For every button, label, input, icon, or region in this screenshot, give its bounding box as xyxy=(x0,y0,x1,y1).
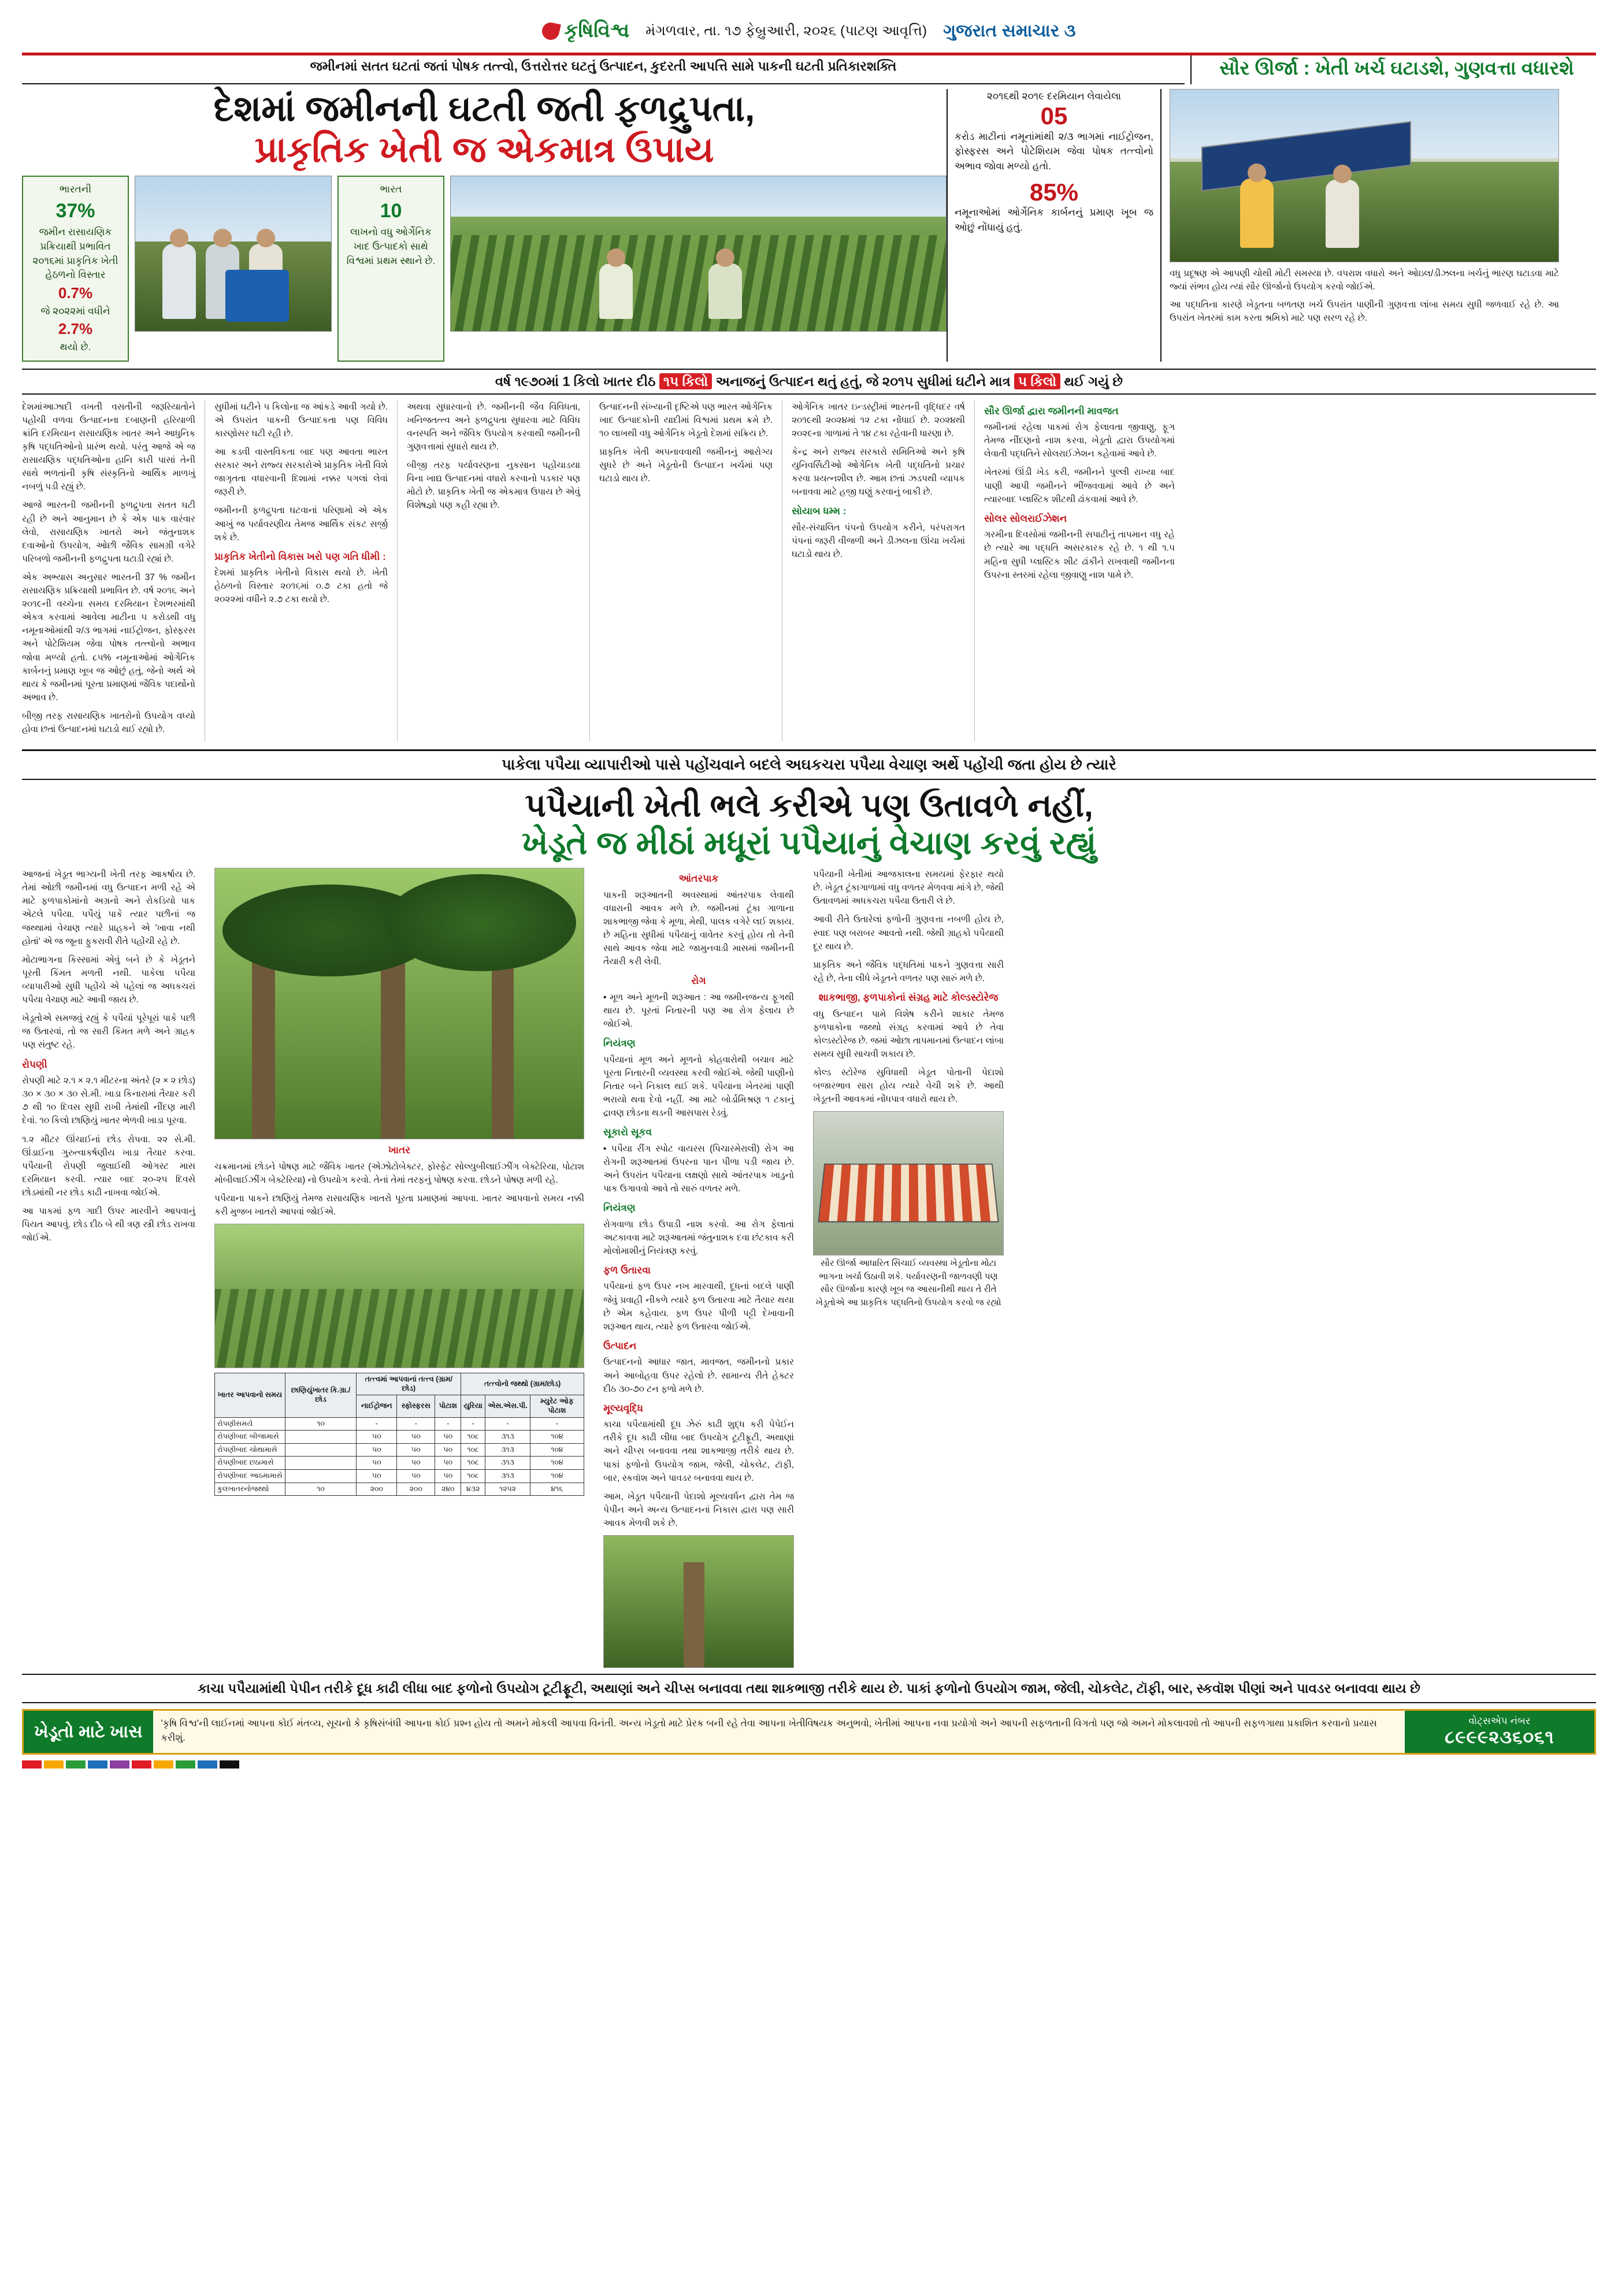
body-col-4 xyxy=(599,400,773,742)
column-divider xyxy=(1190,55,1192,84)
cell-urea: - xyxy=(461,1417,485,1431)
photo-papaya-field xyxy=(214,1224,584,1368)
leaf-icon xyxy=(541,21,562,42)
s2-head-control2: નિયંત્રણ xyxy=(603,1202,636,1214)
s2-c1-p3: ખેડૂતોએ સમજવું રહ્યું કે પપૈયાં પૂરેપૂરાં પાકે પછી જ ઉતારવાં, તો જ સારી કિંમત મળે અને ગ્રાહક પણ સંતુષ્ટ રહે. xyxy=(22,1013,195,1050)
cell-p: ૫૦ xyxy=(397,1431,435,1444)
s2-head-yield: ઉત્પાદન xyxy=(603,1340,637,1351)
solar-column xyxy=(1160,89,1559,362)
c1-p3: એક અભ્યાસ અનુસાર ભારતની 37 % જમીન રાસાયણિક પ્રક્રિયાથી પ્રભાવિત છે. વર્ષ ૨૦૧૬ અને ૨૦૧૯ની વચ્ચેના સમય દરમિયાન દેશભરમાંથી એકત્ર કરવામાં આવેલા માટીના ૫ કરોડથી વધુ નમૂનાઓમાંથી ૨/૩ ભાગમાં નાઈટ્રોજન, ફોસ્ફરસ અને પોટેશિયમ જેવા પોષક તત્ત્વોનો અભાવ જોવા મળ્યો હતો. ૮૫% નમૂનાઓમાં ઓર્ગેનિક કાર્બનનું પ્રમાણ ખૂબ જ ઓછું હતું, જેનો અર્થ એ થાય કે જમીનમાં પૂરતા પ્રમાણમાં જૈવિક પદાર્થોનો અભાવ છે. xyxy=(22,572,195,703)
s2-c1b-p3: આ પાકમાં ફળ ગાદી ઉપર મારવીને આપવાનું પિયત આપવું. છોડ દીઠ બે થી ત્રણ સ્ત્રી છોડ રાખવા જોઈએ. xyxy=(22,1206,195,1243)
s2-c4-mid-p1: વધુ ઉત્પાદન પામે વિશેષ કરીને શાકાર તેમજ ફળપાકોના જથ્થો સંગ્રહ કરવામાં આવે છે તેવા કોલ્ડસ્ટોરેજ છે. જમાં ઓછા તાપમાનમાં ઉત્પાદન લાંબા સમય સુધી સાચવી શકાય છે. xyxy=(813,1009,1004,1059)
c3-p2: બીજી તરફ પર્યાવરણના નુકસાન પહોંચાડયા વિના ખાદ્ય ઉત્પાદનમાં વધારો કરવાનો પડકાર પણ મોટો છે. પ્રાકૃતિક ખેતી જ એકમાત્ર ઉપાય છે એવું વિશેષજ્ઞો પણ કહી રહ્યા છે. xyxy=(407,460,580,511)
cell-manure xyxy=(285,1443,356,1457)
cell-p: ૫૦ xyxy=(397,1470,435,1483)
cell-mop: ૧૦૪ xyxy=(530,1457,584,1470)
s2-c4-p1: પપૈયાની ખેતીમાં આજકાલના સમયમાં ફેરફાર થયો છે. ખેડૂત ટૂંકાગાળામાં વધુ વળતર મેળવવા માંગે છે, જેથી ઉતાવળમાં અધકચરા પપૈયા ઉતારી લે છે. xyxy=(813,870,1004,906)
publication-logo xyxy=(542,20,629,42)
stat-left-line3: ૨૦૧૬માં પ્રાકૃતિક ખેતી હેઠળનો વિસ્તાર xyxy=(32,255,118,281)
c4-p2: પ્રાકૃતિક ખેતી અપનાવવાથી જમીનનું આરોગ્ય સુધરે છે અને ખેડૂતોની ઉત્પાદન ખર્ચમાં પણ ઘટાડો થાય છે. xyxy=(599,447,773,484)
c5-p1: ઓર્ગેનિક ખાતર ઇન્ડસ્ટ્રીમાં ભારતની વૃદ્ધિદર વર્ષ ૨૦૧૯થી ૨૦૨૪માં ૧૨ ટકા નોંધાઈ છે. ૨૦૨૪થી ૨૦૨૯ના ગાળામાં તે ૧૪ ટકા રહેવાની ધારણા છે. xyxy=(792,402,965,439)
footer-box xyxy=(22,1709,1596,1755)
solar-para-1: વધુ પ્રદૂષણ એ આપણી ચોથી મોટી સમસ્યા છે. વપરાશ વધારો અને ઓઇલ/ડીઝલના ખર્ચનું ભારણ ઘટાડવા માટે જ્યાં સંભવ હોય ત્યાં સૌર ઊર્જાનો ઉપયોગ કરવો જોઈએ. xyxy=(1170,268,1559,292)
stat-label-2: નમૂનાઓમાં ઓર્ગેનિક કાર્બનનું પ્રમાણ ખૂબ જ ઓછું નોંધાયું હતું. xyxy=(955,207,1153,233)
body-col-2 xyxy=(214,400,388,742)
stat-left-line1: ભારતની xyxy=(59,184,92,195)
cell-k: ૫૦ xyxy=(435,1431,461,1444)
s2-p-control2: રોગવાળા છોડ ઉપાડી નાશ કરવો. આ રોગ ફેલાતાં અટકાવવા માટે શરૂઆતમાં જંતુનાશક દવા છંટકાવ કરી મોલોમાશીનું નિયંત્રણ કરવું. xyxy=(603,1219,794,1256)
logo-text: કૃષિવિશ્વ xyxy=(564,20,630,42)
subkicker-mid: અનાજનું ઉત્પાદન થતું હતું, જે ૨૦૧૫ સુધીમાં ઘટીને માત્ર xyxy=(715,373,1011,389)
cell-manure: ૧૦ xyxy=(285,1483,356,1496)
story1-hero-row xyxy=(22,176,947,361)
th-nutrients: તત્ત્વમાં આપવાનાં તત્ત્વ (ગ્રામ/છોડ) xyxy=(357,1373,461,1395)
stat-box-left xyxy=(22,176,129,361)
section-name: ગુજરાત સમાચાર ૩ xyxy=(943,21,1076,40)
subkicker-hl2: ૫ કિલો xyxy=(1014,373,1060,389)
body-col-1 xyxy=(22,400,195,742)
solar-photo-caption: સૌર ઊર્જા આધારિત સિંચાઈ વ્યવસ્થા ખેડૂતોના મોટા ભાગના ખર્ચા ઉઠાવી શકે. પર્યાવરણની જાળવણી પણ સૌર ઊર્જાના કારણે ખૂબ જ આસાનીથી થાય તે રીતે ખેડૂતોએ આ પ્રાકૃતિક પદ્ધતિનો ઉપયોગ કરવો જ રહ્યો xyxy=(815,1258,1001,1307)
story1-stat-column xyxy=(947,89,1160,362)
solar-sub1-p1: જમીનમાં રહેલા પાકમાં રોગ ફેલાવતા જીવાણુ, ફૂગ તેમજ નીંદણનો નાશ કરવા, ખેડૂતો દ્વારા ઉપયોગમાં લેવાતી પદ્ધતિને સોલરાઈઝેશન કહેવામાં આવે છે. xyxy=(984,422,1175,459)
masthead xyxy=(22,16,1596,49)
story2-col-3 xyxy=(603,868,794,1668)
s2-p-value1: કાચા પપૈયામાંથી દૂધ ઝેરું કાઢી શુદ્ધ કરી પેપેઈન તરીકે દૂધ કાઢી લીધા બાદ ઉપયોગ ટૂટીફ્રૂટી, અથાણાં અને ચીપ્સ બનાવવા તથા શાકભાજી તરીકે થાય છે. પાકાં ફળોનો ઉપયોગ જામ, જેલી, ચોકલેટ, ટૉફી, બાર, સ્કવૉશ અને પાવડર બનાવવા થાય છે. xyxy=(603,1420,794,1483)
s2-head-wilt: સૂકારો સૂકવ xyxy=(603,1127,652,1138)
c2-p3: જમીનની ફળદ્રુપતા ઘટવાનાં પરિણામો એ એક આખું જ પર્યાવરણીય તેમજ આર્થિક સંકટ સર્જી શકે છે. xyxy=(214,506,388,543)
c2-sub-p1: દેશમાં પ્રાકૃતિક ખેતીનો વિકાસ થયો છે. ખેતી હેઠળનો વિસ્તાર ૨૦૧૬માં ૦.૭ ટકા હતો જે ૨૦૨૨માં વધીને ૨.૭ ટકા થયો છે. xyxy=(214,568,388,605)
story1-headline-line1: દેશમાં જમીનની ઘટતી જતી ફળદ્રુપતા, xyxy=(213,88,755,129)
s2-subhead-ropani: રોપણી xyxy=(22,1058,47,1070)
photo-farmers-compost xyxy=(135,176,332,332)
th-ssp: એસ.એસ.પી. xyxy=(485,1395,530,1417)
stat-left-line4: જે ૨૦૨૨માં વધીને xyxy=(40,305,110,317)
c5-sub-p1: સૌર-સંચાલિત પંપનો ઉપયોગ કરીને, પરંપરાગત પંપનાં જરૂરી વીજળી અને ડીઝલના ઊંચા ખર્ચમાં ઘટાડો થાય છે. xyxy=(792,522,965,560)
s2-head-intercrop: આંતરપાક xyxy=(678,873,719,885)
s2-c4-p2: આવી રીતે ઉતારેલાં ફળોની ગુણવત્તા નબળી હોય છે, સ્વાદ પણ બરાબર આવતો નથી. જેથી ગ્રાહકો પપૈયાથી દૂર થાય છે. xyxy=(813,915,1004,952)
stat-right-line3: વધુ ઓર્ગેનિક ખાદ ઉત્પાદકો સાથે વિશ્વમાં પ્રથમ સ્થાને છે. xyxy=(346,226,436,266)
cell-label: કુલખાતરનોજથ્થો xyxy=(215,1483,285,1496)
th-n: નાઈટ્રોજન xyxy=(357,1395,397,1417)
whatsapp-block[interactable] xyxy=(1405,1711,1594,1753)
photo-drying-racks xyxy=(813,1111,1004,1255)
issue-date: મંગળવાર, તા. ૧૭ ફેબ્રુઆરી, ૨૦૨૬ (પાટણ આવૃત્તિ) xyxy=(645,23,927,39)
cell-ssp: ૩૧૩ xyxy=(485,1431,530,1444)
s2-p-harvest: પપૈયાનાં ફળ ઉપર નખ મારવાથી, દૂધનાં બદલે પાણી જેવું પ્રવાહી નીકળે ત્યારે ફળ ઉતારવા માટે તૈયાર થયા છે એમ કહેવાય. ફળ ઉપર પીળી પટ્ટી દેખાવાની શરૂઆત થાય, ત્યારે ફળ ઉતારવા જોઈએ. xyxy=(603,1281,794,1332)
solar-headline: સૌર ઊર્જા : ખેતી ખર્ચ ઘટાડશે, ગુણવત્તા વધારશે xyxy=(1219,57,1574,79)
solar-sub1-head: સૌર ઊર્જા દ્વારા જમીનની માવજત xyxy=(984,405,1119,417)
stat-left-pct-mid: 0.7% xyxy=(58,284,93,302)
footer-tag: ખેડૂતો માટે ખાસ xyxy=(24,1711,153,1753)
cell-n: ૫૦ xyxy=(357,1431,397,1444)
c4-p1: ઉત્પાદનની સંખ્યાની દૃષ્ટિએ પણ ભારત ઓર્ગેનિક ખાદ ઉત્પાદકોની યાદીમાં વિશ્વમાં પ્રથમ ક્રમે છે. ૧૦ લાખથી વધુ ઓર્ગેનિક ખેડૂતો દેશમાં સક્રિય છે. xyxy=(599,402,773,439)
s2-c1-p2: મોટાભાગના કિસ્સામાં એવું બને છે કે ખેડૂતને પૂરતી કિંમત મળતી નથી. પાકેલા પપૈયા વ્યાપારીઓ સુધી પહોંચે એ પહેલાં જ અધકચરાં પપૈયા વેચાણ માટે આવી જાય છે. xyxy=(22,954,195,1005)
subkicker-pre: વર્ષ ૧૯૭૦માં 1 કિલો ખાતર દીઠ xyxy=(495,373,656,389)
c2-p2: આ કડવી વાસ્તવિકતા બાદ પણ આવતા ભારત સરકાર અને રાજ્ય સરકારોએ પ્રાકૃતિક ખેતી વિશે જાગૃતતા વધારવાની દિશામાં નક્કર પગલાં લેવાં જરૂરી છે. xyxy=(214,447,388,497)
subkicker-post: થઈ ગયું છે xyxy=(1064,373,1123,389)
kicker-row xyxy=(22,55,1596,84)
th-k: પોટાશ xyxy=(435,1395,461,1417)
cell-label: રોપણીબાદ બીજામાસે xyxy=(215,1431,285,1444)
stat-right-line1: ભારત xyxy=(380,184,402,195)
story1-main xyxy=(22,89,947,362)
cell-urea: ૧૦૮ xyxy=(461,1443,485,1457)
cell-k: ૨૪૦ xyxy=(435,1483,461,1496)
cell-mop: ૧૦૪ xyxy=(530,1470,584,1483)
cell-ssp: ૩૧૩ xyxy=(485,1443,530,1457)
s2-head-value: મૂલ્યવૃદ્ધિ xyxy=(603,1402,643,1414)
table-row xyxy=(215,1483,584,1496)
story2-headline-line1: પપૈયાની ખેતી ભલે કરીએ પણ ઉતાવળે નહીં, xyxy=(525,787,1093,824)
photo-papaya-tree xyxy=(603,1535,794,1668)
cell-urea: ૧૦૮ xyxy=(461,1457,485,1470)
c2-p1: સુધીમાં ઘટીને ૫ કિલોના જ આંકડે આવી ગયો છે. એ ઉપરાંત પાકની ઉત્પાદકતા પણ વિવિધ કારણોસર ઘટી રહી છે. xyxy=(214,402,388,439)
solar-sub1-p2: ખેતરમાં ઊંડી ખેડ કરી, જમીનને પુલ્લી રાખ્યા બાદ પાણી આપી જમીનને ભીંજવવામાં આવે છે અને ત્યારબાદ પ્લાસ્ટિક શીટથી ઢાંકવામાં આવે છે. xyxy=(984,467,1175,504)
s2-p-control1: પપૈયાનાં મૂળ અને મૂળનો કોહવારોથી બચાવ માટે પૂરતા નિતારની વ્યવસ્થા કરવી જોઈએ. જેથી પાણીનો નિતાર બને નિકાલ થઈ શકે. પપૈયાના ખેતરમાં પાણી ભરાયો થવા દેવો નહીં. આ માટે બોર્ડોમિશ્રણ ૧ ટકાનું દ્રાવણ છોડના થડની આસપાસ રેડવું. xyxy=(603,1054,794,1119)
th-urea: યુરિયા xyxy=(461,1395,485,1417)
stat-value-1: 05 xyxy=(1040,102,1068,130)
subkicker-hl1: ૧૫ કિલો xyxy=(659,373,712,389)
th-time: ખાતર આપવાનો સમય xyxy=(215,1373,285,1418)
cell-manure xyxy=(285,1431,356,1444)
cell-label: રોપણીબાદ ચોથામાસે xyxy=(215,1443,285,1457)
story1-headline-line2: પ્રાકૃતિક ખેતી જ એકમાત્ર ઉપાય xyxy=(254,130,714,170)
story2-col-2 xyxy=(214,868,584,1496)
cell-label: રોપણીબાદ છઠામાસે xyxy=(215,1457,285,1470)
s2-c4-mid-p2: કોલ્ડ સ્ટોરેજ સુવિધાથી ખેડૂત પોતાની પેદાશો બજારભાવ સારા હોય ત્યારે વેચી શકે છે. આથી ખેડૂતની આવકમાં નોંધપાત્ર વધારો થાય છે. xyxy=(813,1067,1004,1105)
cell-p: ૨૦૦ xyxy=(397,1483,435,1496)
photo-green-field xyxy=(450,176,947,332)
cell-n: ૨૦૦ xyxy=(357,1483,397,1496)
table-row xyxy=(215,1470,584,1483)
story2-col-4 xyxy=(813,868,1004,1309)
s2-fert-p1: ચક્રમાનમાં છોડને પોષણ માટે જૈવિક ખાતર (એઝોટોબેક્ટર, ફોસ્ફેટ સોલ્યુબીલાઈઝીંગ બેક્ટેરિયા, પોટાશ મોબીલાઈઝીંગ બેક્ટેરિયા) નો ઉપયોગ કરવો. તેનાં તેમાં તરફનું પોષણ કરવા. છોડને પોષણ મળી રહે. xyxy=(214,1161,584,1185)
cell-urea: ૪૩૨ xyxy=(461,1483,485,1496)
c3-p1: અથવા સુધારવાનો છે. જમીનની જૈવ વિવિધતા, ખનિજતત્ત્વ અને ફળદ્રુપતા સુધારવા માટે વિવિધ વનસ્પતિ અને જૈવિક ઉપયોગ કરવાથી જમીનની ગુણવત્તામાં સુધારો થાય છે. xyxy=(407,402,580,452)
cell-ssp: ૩૧૩ xyxy=(485,1470,530,1483)
s2-p-yield: ઉત્પાદનનો આધાર જાત, માવજત, જમીનનો પ્રકાર અને આબોહવા ઉપર રહેલો છે. સામાન્ય રીતે હેક્ટર દીઠ ૩૦-૭૦ ટન ફળો મળે છે. xyxy=(603,1357,794,1394)
top-section xyxy=(22,89,1596,362)
story1-kicker: જમીનમાં સતત ઘટતાં જતાં પોષક તત્ત્વો, ઉત્તરોત્તર ઘટતું ઉત્પાદન, કુદરતી આપત્તિ સામે પાકની ઘટતી પ્રતિકારશક્તિ xyxy=(22,55,1185,84)
c1-p1: દેશમાંઆઝાદી વખતી વસતીની જરૂરિયાતોને પહોંચી વળવા ઉત્પાદનના દબાણની હરિયાળી ક્રાંતિ દરમિયાન રાસાયણિક ખાતર અને આધુનિક કૃષિ પદ્ધતિઓનો પ્રારંભ થયો. પરંતુ આજે એ જ રાસાયણિક પદ્ધતિઓના હાનિ કારી પાસાં તેની સાથે ભળતાંની કૃષિ સંસ્કૃતિનો આર્થિક માળખું નબળું પડી રહ્યું છે. xyxy=(22,402,195,492)
s2-c1-p1: આજનાં ખેડૂત ભાગ્યની ખેતી તરફ આકર્ષાય છે. તેમાં ઓછી જમીનમાં વધુ ઉત્પાદન મળી રહે એ માટે ફળપાકોમાંનો અગ્રનો અને રોકડિયો પાક એટલે પપૈયા. પપૈયું પાકે ત્યાર પછીનાં જ જથ્થામાં વેચાણ ત્યારે પ્રાહકને એ 'ખાવા નથી હોતાં' એ જ જૂના ફુકરાવી રીતે પહોંચી રહે છે. xyxy=(22,870,195,946)
solar-body-col xyxy=(984,400,1175,742)
registration-colorbar xyxy=(22,1760,1596,1769)
s2-p-disease: • મૂળ અને મૂળની શરૂઆત : આ જમીનજન્ય ફૂગથી થાય છે. પૂરતાં નિતારની પણ આ રોગ ફેલાય છે જોઈએ. xyxy=(603,992,794,1030)
table-row xyxy=(215,1417,584,1431)
s2-fert-head: ખાતર xyxy=(388,1145,411,1156)
cell-p: ૫૦ xyxy=(397,1457,435,1470)
s2-c1b-p2: ૧.૨ મીટર ઊંચાઈનાં છોડ રોપવા. ૨૨ સે.મી. ઊંડાઈના ગુરુત્વાકર્ષણીય ખાડા તૈયાર કરવા. પપૈયાની રોપણી જુલાઈથી ઓગસ્ટ માસ દરમિયાન કરવી. ત્યાર બાદ ૨૦-૨૫ દિવસે છોડમાંથી નર છોડ કાઢી નાખવા જોઈએ. xyxy=(22,1134,195,1198)
cell-label: રોપણીસમયે xyxy=(215,1417,285,1431)
cell-n: ૫૦ xyxy=(357,1470,397,1483)
stat-right-num: 10 xyxy=(380,200,402,222)
cell-k: ૫૦ xyxy=(435,1470,461,1483)
story2-headline-line2: ખેડૂતે જ મીઠાં મધૂરાં પપૈયાનું વેચાણ કરવું રહ્યું xyxy=(521,824,1097,861)
cell-ssp: ૩૧૩ xyxy=(485,1457,530,1470)
cell-urea: ૧૦૮ xyxy=(461,1431,485,1444)
whatsapp-number: ૮૯૯૯૨૩૬૦૬૧ xyxy=(1445,1727,1554,1748)
stat-right-line2: લાખનો xyxy=(350,226,378,238)
s2-p-value2: આમ, ખેડૂત પપૈયાની પેદાશો મૂલ્યવર્ધન દ્વારા તેમ જ પેપીન અને અન્ય ઉત્પાદનનાં નિકાસ દ્વારા પણ સારી આવક મેળવી શકે છે. xyxy=(603,1491,794,1528)
s2-c4-p3: પ્રાકૃતિક અને જૈવિક પદ્ધતિમાં પાકને ગુણવત્તા સારી રહે છે, તેના લીધે ખેડૂતને વળતર પણ સારું મળે છે. xyxy=(813,960,1004,983)
stat-label-1: કરોડ માટીનાં નમૂનાંમાંથી ૨/૩ ભાગમાં નાઈટ્રોજન, ફોસ્ફરસ અને પોટેશિયમ જેવા પોષક તત્ત્વોનો અભાવ જોવા મળ્યો હતો. xyxy=(955,131,1153,172)
cell-n: ૫૦ xyxy=(357,1457,397,1470)
s2-fert-p2: પપૈયાના પાકને છાણિયું તેમજ રાસાયણિક ખાતરો પૂરતા પ્રમાણમાં આપવા. ખાતર આપવાનો સમય નક્કી કરી મુજબ ખાતરો આપવાં જોઈએ. xyxy=(214,1193,584,1217)
table-row xyxy=(215,1457,584,1470)
s2-head-coldstorage: શાકભાજી, ફળપાકોનાં સંગ્રહ માટે કોલ્ડસ્ટોરેજ xyxy=(818,992,999,1004)
solar-sub2-p1: ગરમીના દિવસોમાં જમીનની સપાટીનું તાપમાન વધુ રહે છે ત્યારે આ પદ્ધતિ અસરકારક રહે છે. ૧ થી ૧.૫ મહિના સુધી પ્લાસ્ટિક શીટ ઢાંકીને રાખવાથી જમીનના ઉપરના સ્તરમાં રહેલા જીવાણુ નાશ પામે છે. xyxy=(984,530,1175,580)
c2-subhead: પ્રાકૃતિક ખેતીનો વિકાસ ખરો પણ ગતિ ધીમી : xyxy=(214,551,386,562)
th-manure: છાણિયુંખાતર કિ.ગ્રા./છોડ xyxy=(285,1373,356,1418)
cell-k: - xyxy=(435,1417,461,1431)
photo-papaya-orchard xyxy=(214,868,584,1139)
solar-para-2: આ પદ્ધતિના કારણે ખેડૂતના બળતણ ખર્ચ ઉપરાંત પાણીની ગુણવત્તા લાંબા સમય સુધી જળવાઈ રહે છે. આ ઉપરાંત ખેતરમાં કામ કરતા શ્રમિકો માટે પણ સરળ રહે છે. xyxy=(1170,299,1559,323)
body-col-3 xyxy=(407,400,580,742)
bottom-caption: કાચા પપૈયામાંથી પેપીન તરીકે દૂધ કાઢી લીધા બાદ ફળોનો ઉપયોગ ટૂટીફ્રૂટી, અથાણાં અને ચીપ્સ બનાવવા તથા શાકભાજી તરીકે થાય છે. પાકાં ફળોનો ઉપયોગ જામ, જેલી, ચોકલેટ, ટૉફી, બાર, સ્કવૉશ પીણાં અને પાવડર બનાવવા થાય છે xyxy=(22,1674,1596,1703)
table-row xyxy=(215,1431,584,1444)
cell-label: રોપણીબાદ આઠમામાસે xyxy=(215,1470,285,1483)
story2-col-1 xyxy=(22,868,195,1250)
s2-c1b-p1: રોપણી માટે ૨.૧ × ૨.૧ મીટરના અંતરે (૨ × ૨ છોડ) ૩૦ × ૩૦ × ૩૦ સે.મી. ખાડા કિનારામાં તૈયાર કરી ૭ થી ૧૦ દિવસ સુધી રાખી તેમાંથી નીંદણ મારી દેવાં. ૧૦ કિલો છાણિયું ખાતર ભેળવી ખાડા પૂરવા. xyxy=(22,1076,195,1126)
story1-body xyxy=(22,400,1596,742)
solar-sub2-head: સોલર સોલરાઈઝેશન xyxy=(984,512,1067,524)
s2-p-intercrop: પાકની શરૂઆતની અવસ્થામાં આંતરપાક લેવાથી વધારાની આવક મળે છે. જમીનમાં ટૂંકા ગાળાના શાકભાજી જેવા કે મૂળા, મેથી, પાલક વગેરે લઈ શકાય. છે મહિના સુધીમાં પપૈયાનું વાવેતર કરવું હોય તો તેની સાથે આવક જેવા માટે જામુનવાડી માસમાં જમીનની તૈયારી કરી લેવી. xyxy=(603,890,794,967)
cell-k: ૫૦ xyxy=(435,1457,461,1470)
c1-p4: બીજી તરફ રાસાયણિક ખાતરોનો ઉપયોગ વધ્યો હોવા છતાં ઉત્પાદનમાં ઘટાડો થઈ રહ્યો છે. xyxy=(22,711,195,735)
cell-manure xyxy=(285,1457,356,1470)
cell-mop: ૪૧૬ xyxy=(530,1483,584,1496)
cell-n: ૫૦ xyxy=(357,1443,397,1457)
cell-p: ૫૦ xyxy=(397,1443,435,1457)
footer-text: 'કૃષિ વિશ્વ'ની લાઈનમાં આપના કોઈ મંતવ્ય, સૂચનો કે કૃષિસંબંધી આપના કોઈ પ્રશ્ન હોય તો અમને મોકલી આપવા વિનંતી. અન્ય ખેડૂતો માટે પ્રેરક બની રહે તેવા આપના ખેતીવિષયક અનુભવો, ખેતીમાં આપના નવા પ્રયોગો અને આપની સફળતાની વિગતો પણ જો અમને મોકલાવશો તો આપની સફળગાથા પ્રકાશિત કરવાનો પ્રયાસ કરીશું. xyxy=(161,1718,1377,1743)
th-p: સ્ફોસ્ફરસ xyxy=(397,1395,435,1417)
cell-p: - xyxy=(397,1417,435,1431)
story2-body xyxy=(22,868,1596,1668)
s2-head-control1: નિયંત્રણ xyxy=(603,1038,636,1049)
fertilizer-schedule-table xyxy=(214,1373,584,1496)
th-quantity: તત્ત્વોનો જથ્થો (ગ્રામ/છોડ) xyxy=(461,1373,584,1395)
stat-left-pct-mid2: 2.7% xyxy=(58,320,93,338)
table-row xyxy=(215,1443,584,1457)
s2-head-disease: રોગ xyxy=(691,975,706,987)
story2-band: પાકેલા પપૈયા વ્યાપારીઓ પાસે પહોંચવાને બદલે અઘકચરા પપૈયા વેચાણ અર્થે પહોંચી જતા હોય છે ત્યારે xyxy=(22,749,1596,780)
stat-value-2: 85% xyxy=(1029,179,1079,206)
stat-left-line2: જમીન રાસાયણિક પ્રક્રિયાથી પ્રભાવિત xyxy=(39,226,112,252)
photo-solar-pump xyxy=(1170,89,1559,262)
cell-mop: - xyxy=(530,1417,584,1431)
cell-k: ૫૦ xyxy=(435,1443,461,1457)
stat-year-1: ૨૦૧૬થી ૨૦૧૯ દરમિયાન લેવાયેલા xyxy=(986,90,1122,102)
s2-head-harvest: ફળ ઉતારવા xyxy=(603,1264,651,1276)
cell-urea: ૧૦૮ xyxy=(461,1470,485,1483)
cell-ssp: ૧૨૫૨ xyxy=(485,1483,530,1496)
stat-left-pct: 37% xyxy=(55,200,95,222)
c1-p2: આજે ભારતની જમીનની ફળદ્રુપતા સતત ઘટી રહી છે અને આનુમાન છે કે એક પાક વારંવાર લેવો, રાસાયણિક ખાતરો અને જંતુનાશક દવાઓનો ઉપયોગ, ઓછી જૈવિક સામગ્રી વગેરે પરિબળો જમીનની ફળદ્રુપતા ઘટાડી રહ્યાં છે. xyxy=(22,500,195,564)
story1-subkicker xyxy=(22,369,1596,395)
s2-p-wilt: • પપૈયા રીંગ સ્પોટ વાયરસ (પિચારમેરાલી) રોગ આ રોગની શરૂઆતમાં ઉપરના પાન પીળા પડી જાય છે. અને ઉપરાંત પપૈયાના લક્ષણો સાથે આંતરપાક ખાડુનો પાક ઉગાવવો આવે તો સારું વળતર મળે. xyxy=(603,1143,794,1194)
cell-mop: ૧૦૪ xyxy=(530,1443,584,1457)
stat-box-right xyxy=(337,176,444,361)
c5-p2: કેન્દ્ર અને રાજ્ય સરકારો સમિતિઓ અને કૃષિ યુનિવર્સિટીઓ ઓર્ગેનિક ખેતી પદ્ધતિનો પ્રચાર કરવા પ્રયત્નશીલ છે. આમ છતાં ઝડપથી વ્યાપક બનાવવા માટે હજી ઘણું કરવાનું બાકી છે. xyxy=(792,447,965,497)
cell-ssp: - xyxy=(485,1417,530,1431)
c5-subhead: સોયાબ ધમ્મ : xyxy=(792,506,847,517)
th-mop: મ્યુરેટ ઓફ પોટાશ xyxy=(530,1395,584,1417)
cell-mop: ૧૦૪ xyxy=(530,1431,584,1444)
cell-manure: ૧૦ xyxy=(285,1417,356,1431)
whatsapp-label: વોટ્સએપ નંબર xyxy=(1468,1715,1531,1727)
stat-left-line5: થયો છે. xyxy=(60,341,91,352)
cell-n: - xyxy=(357,1417,397,1431)
body-col-5 xyxy=(792,400,965,742)
cell-manure xyxy=(285,1470,356,1483)
